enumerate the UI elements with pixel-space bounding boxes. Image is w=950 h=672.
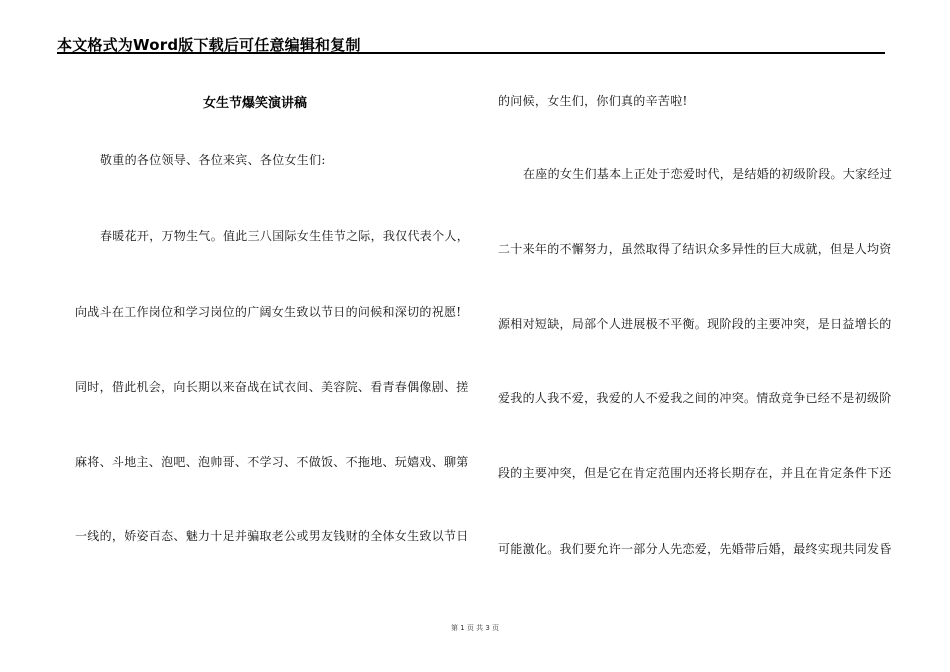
download-banner: 本文格式为Word版下载后可任意编辑和复制 [57,36,361,54]
body-line: 麻将、斗地主、泡吧、泡帅哥、不学习、不做饭、不拖地、玩嬉戏、聊第 [75,455,469,469]
body-line: 源相对短缺，局部个人进展极不平衡。现阶段的主要冲突，是日益增长的 [498,317,892,331]
body-line: 向战斗在工作岗位和学习岗位的广阔女生致以节日的问候和深切的祝愿! [75,305,462,319]
body-line: 爱我的人我不爱，我爱的人不爱我之间的冲突。情敌竞争已经不是初级阶 [498,391,892,405]
body-line: 二十来年的不懈努力，虽然取得了结识众多异性的巨大成就，但是人均资 [498,242,892,256]
body-line: 段的主要冲突，但是它在肯定范围内还将长期存在，并且在肯定条件下还 [498,466,892,480]
body-line: 同时，借此机会，向长期以来奋战在试衣间、美容院、看青春偶像剧、搓 [75,380,469,394]
header-rule [57,52,885,54]
salutation-line: 敬重的各位领导、各位来宾、各位女生们: [100,153,326,167]
document-title: 女生节爆笑演讲稿 [203,96,308,111]
body-line: 一线的，娇姿百态、魅力十足并骗取老公或男友钱财的全体女生致以节日 [75,529,469,543]
body-line: 在座的女生们基本上正处于恋爱时代，是结婚的初级阶段。大家经过 [523,167,893,181]
body-line: 的问候，女生们，你们真的辛苦啦! [498,94,688,108]
body-line: 春暖花开，万物生气。值此三八国际女生佳节之际，我仅代表个人， [100,229,470,243]
body-line: 可能激化。我们要允许一部分人先恋爱，先婚带后婚，最终实现共同发昏 [498,542,892,556]
page-footer: 第 1 页 共 3 页 [450,624,500,632]
